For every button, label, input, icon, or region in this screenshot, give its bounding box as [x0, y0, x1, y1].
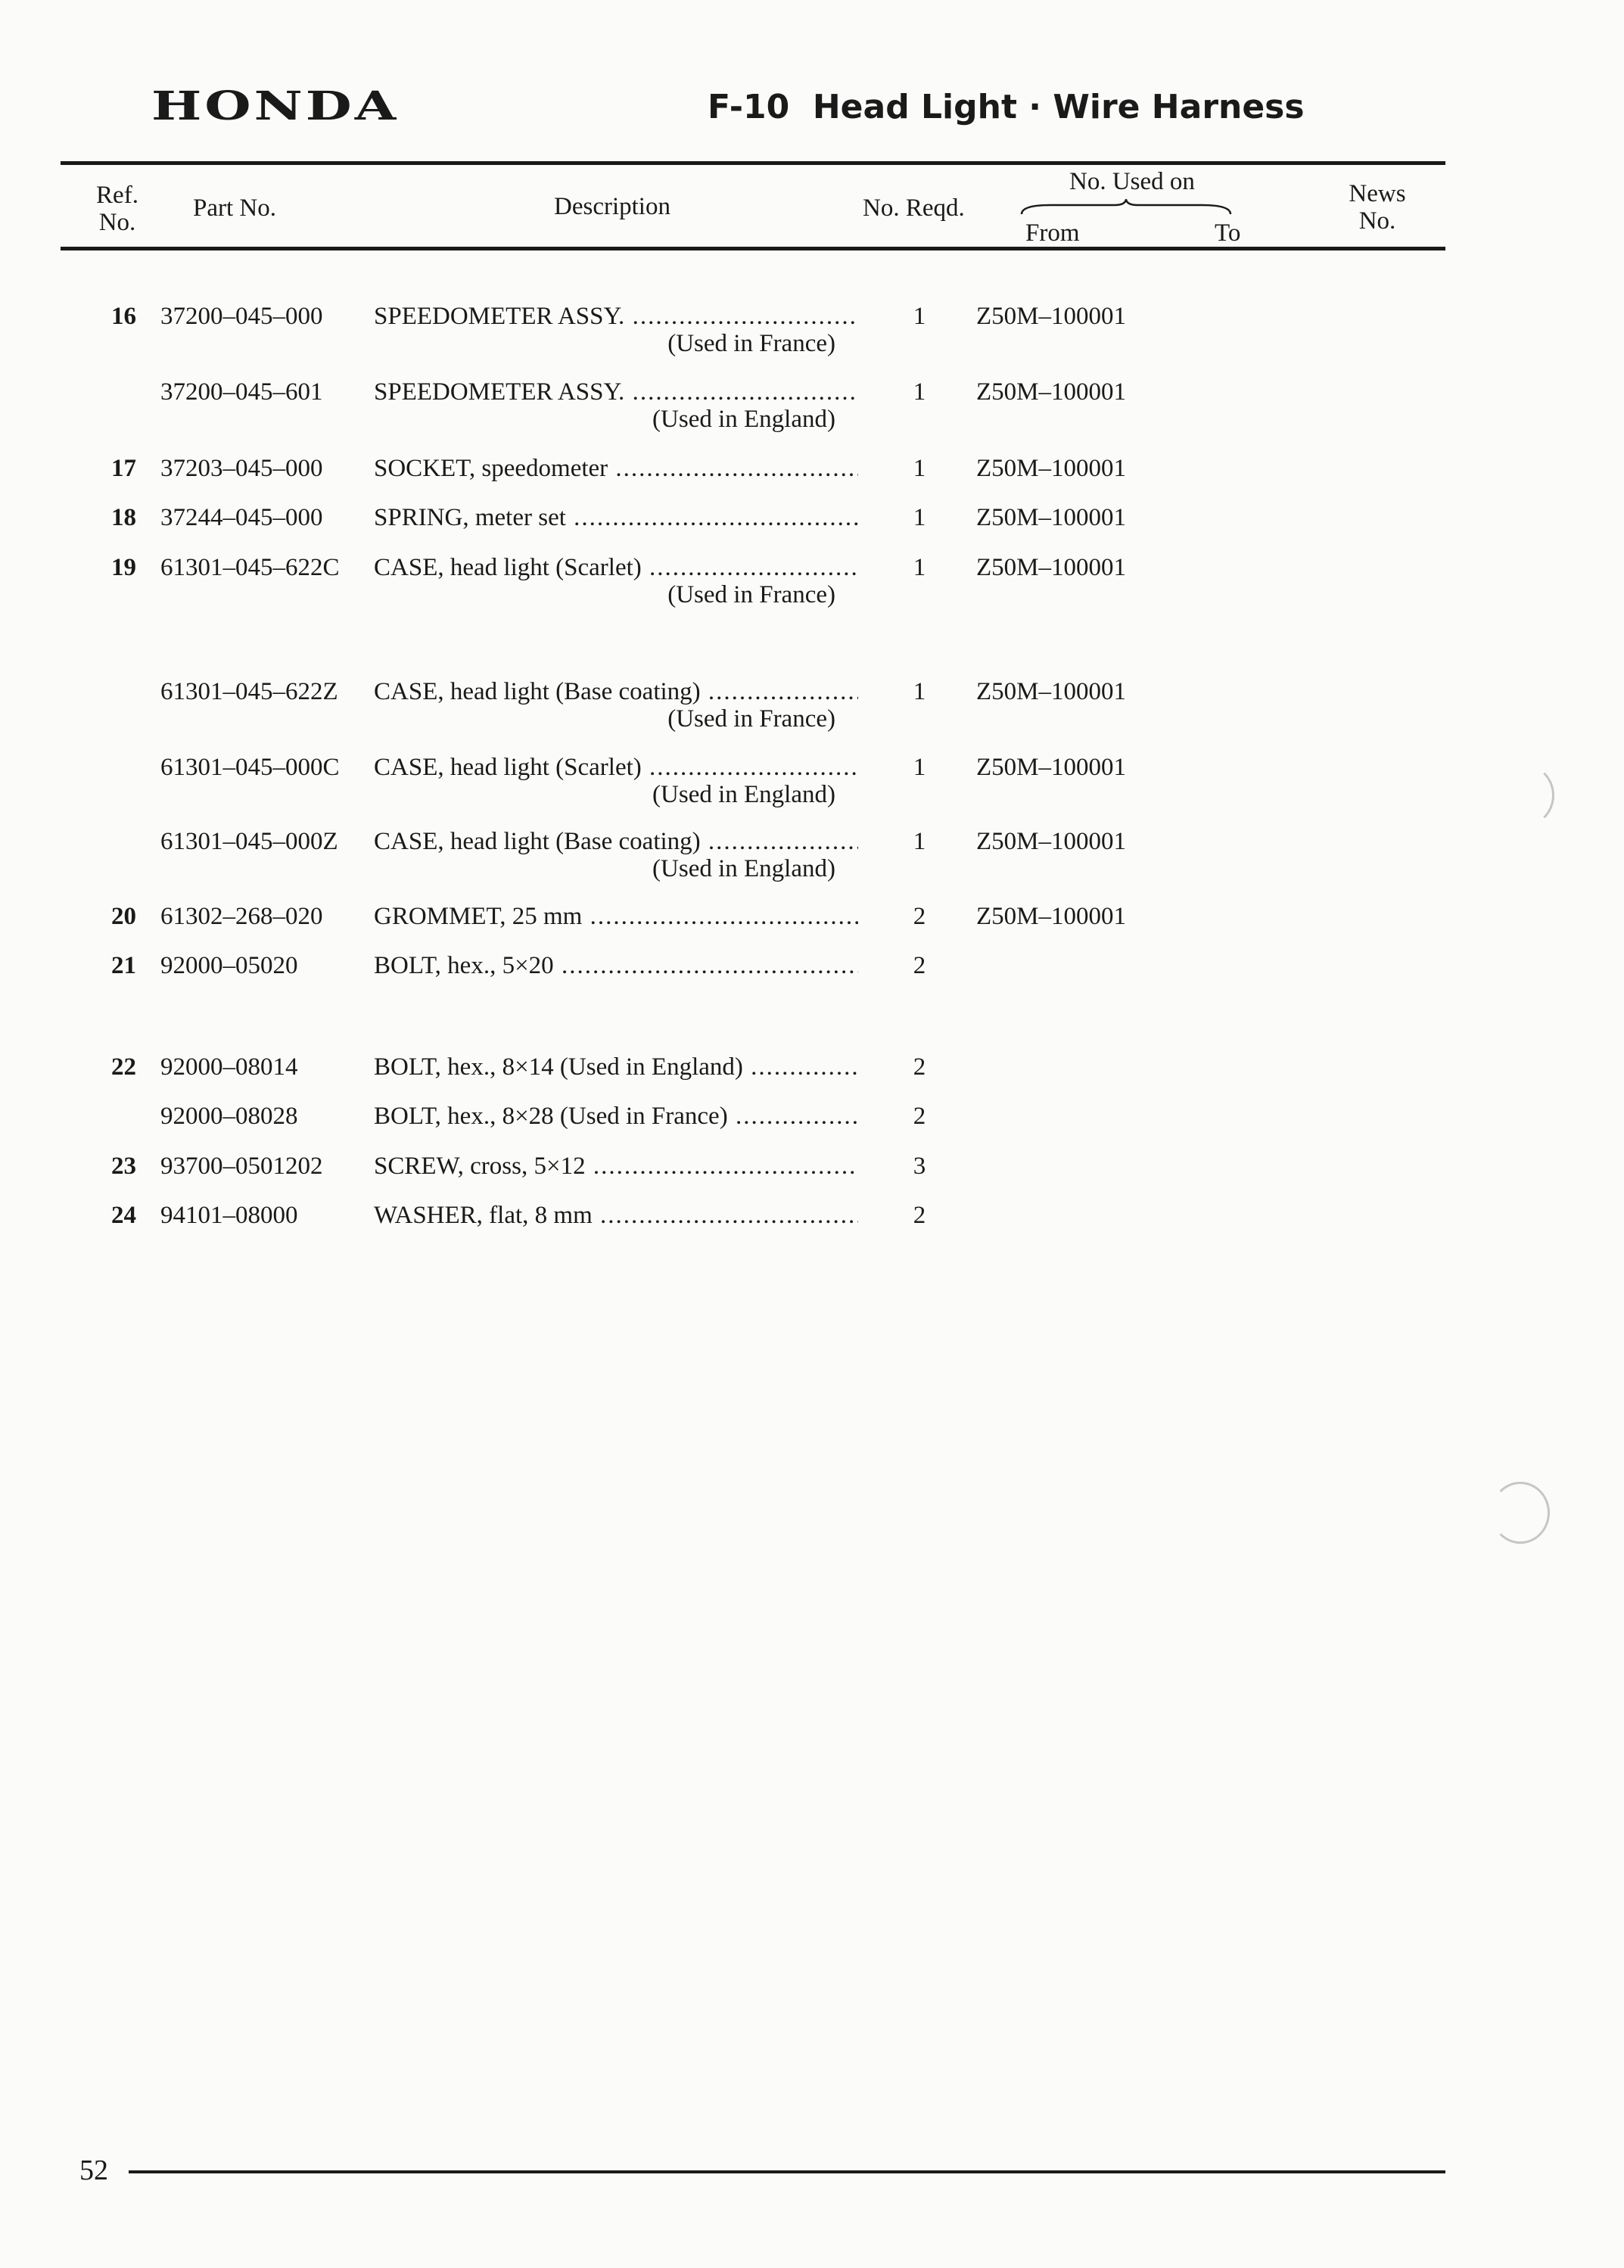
header-to: To	[1215, 219, 1241, 247]
qty-reqd: 2	[913, 1053, 926, 1081]
qty-reqd: 3	[913, 1153, 926, 1180]
part-no: 61301–045–000Z	[160, 828, 338, 855]
table-row	[0, 754, 1624, 814]
part-no: 37200–045–000	[160, 303, 323, 330]
ref-no: 17	[111, 455, 136, 482]
description: SPEEDOMETER ASSY. .....	[374, 303, 858, 330]
qty-reqd: 2	[913, 1103, 926, 1130]
header-from: From	[1025, 219, 1080, 247]
brace-icon	[1020, 199, 1232, 216]
part-no: 61302–268–020	[160, 903, 323, 930]
table-row	[0, 303, 1624, 363]
table-row	[0, 554, 1624, 614]
part-no: 37244–045–000	[160, 504, 323, 531]
description: GROMMET, 25 mm .....	[374, 903, 858, 930]
header-no-reqd: No. Reqd.	[863, 194, 965, 222]
used-from: Z50M–100001	[976, 828, 1126, 855]
header-ref-line1: Ref.	[96, 182, 138, 209]
qty-reqd: 1	[913, 504, 926, 531]
part-no: 61301–045–622Z	[160, 678, 338, 705]
table-row	[0, 952, 1624, 1013]
part-no: 93700–0501202	[160, 1153, 323, 1180]
part-no: 37200–045–601	[160, 378, 323, 406]
table-row	[0, 828, 1624, 888]
ref-no: 21	[111, 952, 136, 979]
description: BOLT, hex., 8×14 (Used in England) .....	[374, 1053, 858, 1081]
used-from: Z50M–100001	[976, 554, 1126, 581]
ref-no: 18	[111, 504, 136, 531]
header-part-no: Part No.	[193, 194, 276, 222]
description: CASE, head light (Base coating) .....	[374, 828, 858, 855]
part-no: 37203–045–000	[160, 455, 323, 482]
ref-no: 23	[111, 1153, 136, 1180]
used-from: Z50M–100001	[976, 455, 1126, 482]
qty-reqd: 1	[913, 828, 926, 855]
header-news-line2: No.	[1358, 207, 1396, 235]
qty-reqd: 2	[913, 903, 926, 930]
bottom-rule	[129, 2170, 1445, 2173]
usage-note: (Used in France)	[667, 330, 835, 357]
header-description: Description	[554, 193, 670, 220]
description: CASE, head light (Base coating) .....	[374, 678, 858, 705]
used-from: Z50M–100001	[976, 303, 1126, 330]
usage-note: (Used in England)	[652, 406, 835, 433]
used-from: Z50M–100001	[976, 903, 1126, 930]
description: WASHER, flat, 8 mm .....	[374, 1202, 858, 1229]
qty-reqd: 1	[913, 378, 926, 406]
header-news-no	[1339, 180, 1415, 235]
part-no: 92000–05020	[160, 952, 298, 979]
description: SPEEDOMETER ASSY. .....	[374, 378, 858, 406]
header-ref	[83, 182, 151, 236]
usage-note: (Used in France)	[667, 705, 835, 733]
qty-reqd: 1	[913, 554, 926, 581]
qty-reqd: 2	[913, 952, 926, 979]
part-no: 92000–08028	[160, 1103, 298, 1130]
ref-no: 24	[111, 1202, 136, 1229]
qty-reqd: 1	[913, 455, 926, 482]
description: CASE, head light (Scarlet) .....	[374, 754, 858, 781]
page-title: F-10 Head Light · Wire Harness	[708, 88, 1305, 126]
usage-note: (Used in France)	[667, 581, 835, 608]
qty-reqd: 1	[913, 754, 926, 781]
description: SOCKET, speedometer .....	[374, 455, 858, 482]
header-ref-line2: No.	[98, 209, 136, 236]
ref-no: 16	[111, 303, 136, 330]
top-rule	[61, 161, 1445, 165]
table-row	[0, 678, 1624, 739]
table-row	[0, 378, 1624, 439]
header-rule	[61, 247, 1445, 250]
binder-hole	[1489, 763, 1554, 828]
binder-hole	[1491, 1482, 1550, 1544]
used-from: Z50M–100001	[976, 378, 1126, 406]
qty-reqd: 2	[913, 1202, 926, 1229]
page-number: 52	[79, 2154, 108, 2186]
description: SCREW, cross, 5×12 .....	[374, 1153, 858, 1180]
header-news-line1: News	[1349, 180, 1406, 207]
ref-no: 19	[111, 554, 136, 581]
description: BOLT, hex., 8×28 (Used in France) .....	[374, 1103, 858, 1130]
description: SPRING, meter set .....	[374, 504, 858, 531]
brand-logo: HONDA	[151, 83, 400, 129]
used-from: Z50M–100001	[976, 504, 1126, 531]
header-no-used-on: No. Used on	[1069, 168, 1195, 195]
ref-no: 20	[111, 903, 136, 930]
description: BOLT, hex., 5×20 .....	[374, 952, 858, 979]
usage-note: (Used in England)	[652, 781, 835, 808]
part-no: 94101–08000	[160, 1202, 298, 1229]
qty-reqd: 1	[913, 303, 926, 330]
ref-no: 22	[111, 1053, 136, 1081]
used-from: Z50M–100001	[976, 678, 1126, 705]
description: CASE, head light (Scarlet) .....	[374, 554, 858, 581]
part-no: 61301–045–000C	[160, 754, 340, 781]
part-no: 61301–045–622C	[160, 554, 340, 581]
used-from: Z50M–100001	[976, 754, 1126, 781]
table-row	[0, 1202, 1624, 1262]
usage-note: (Used in England)	[652, 855, 835, 882]
qty-reqd: 1	[913, 678, 926, 705]
part-no: 92000–08014	[160, 1053, 298, 1081]
